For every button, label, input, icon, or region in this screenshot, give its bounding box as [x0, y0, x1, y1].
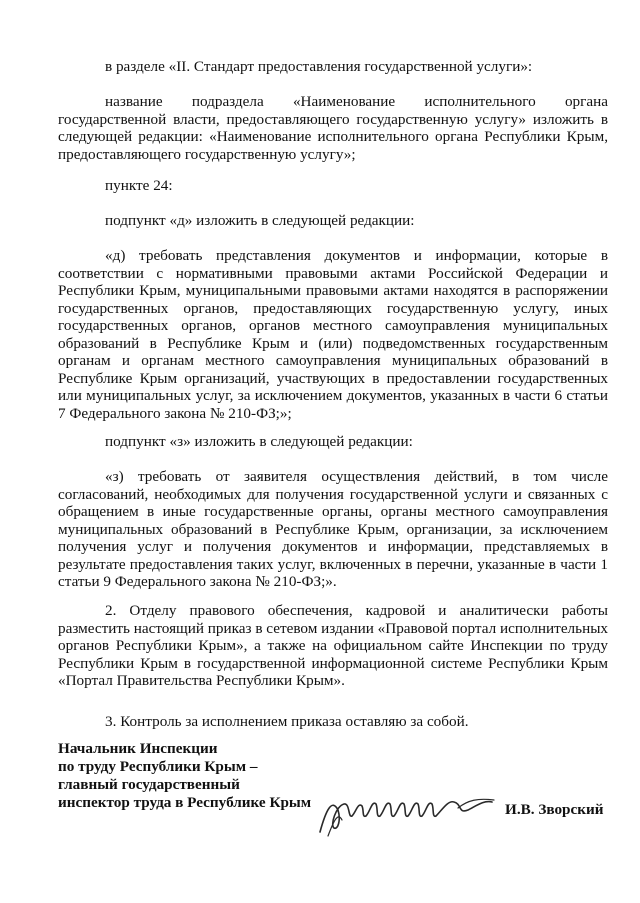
- paragraph-subclause-z-text: «з) требовать от заявителя осуществления действий, в том числе согласований, необходимых для получения государственной услуги и связанных с обращением в иные государственные органы, органы местного самоуправления муниципальных образований в Республике Крым, организации, за исключением получения услуг и получения документов и информации, представляемых в результате предоставления таких услуг, включенных в перечни, указанные в части 1 статьи 9 Федерального закона № 210-ФЗ;».: [58, 468, 608, 590]
- paragraph-clause-24: пункте 24:: [105, 177, 173, 194]
- signatory-title-block: [58, 740, 311, 812]
- signatory-title-line-1: Начальник Инспекции: [58, 740, 218, 757]
- handwritten-signature-icon: [308, 770, 508, 850]
- paragraph-item-3: 3. Контроль за исполнением приказа оставляю за собой.: [105, 713, 469, 730]
- paragraph-subclause-z-heading: подпункт «з» изложить в следующей редакции:: [105, 433, 413, 450]
- signatory-title-line-4: инспектор труда в Республике Крым: [58, 794, 312, 811]
- paragraph-subclause-d-text: «д) требовать представления документов и информации, которые в соответствии с нормативными правовыми актами Российской Федерации и Республики Крым, муниципальными правовыми актами находятся в распоряжении государственных органов, предоставляющих государственную услугу, иных государственных органов, органов местного самоуправления муниципальных образований в Республике Крым и (или) подведомственных государственным органам и органам местного самоуправления муниципальных образований в Республике Крым организаций, участвующих в предоставлении государственных или муниципальных услуг, за исключением документов, указанных в части 6 статьи 7 Федерального закона № 210-ФЗ;»;: [58, 247, 608, 422]
- paragraph-section-ii: в разделе «II. Стандарт предоставления государственной услуги»:: [105, 58, 533, 75]
- signer-name: И.В. Зворский: [505, 801, 604, 818]
- paragraph-subsection-title: название подраздела «Наименование исполнительного органа государственной власти, предоставляющего государственную услугу» изложить в следующей редакции: «Наименование исполнительного органа Республики Крым, предоставляющего государственную услугу»;: [58, 93, 608, 163]
- signatory-title-line-2: по труду Республики Крым –: [58, 758, 258, 775]
- paragraph-subclause-d-heading: подпункт «д» изложить в следующей редакции:: [105, 212, 415, 229]
- paragraph-item-2: 2. Отделу правового обеспечения, кадровой и аналитически работы разместить настоящий приказ в сетевом издании «Правовой портал исполнительных органов Республики Крым», а также на официальном сайте Инспекции по труду Республики Крым в государственной информационной системе Республики Крым «Портал Правительства Республики Крым».: [58, 602, 608, 689]
- signatory-title-line-3: главный государственный: [58, 776, 240, 793]
